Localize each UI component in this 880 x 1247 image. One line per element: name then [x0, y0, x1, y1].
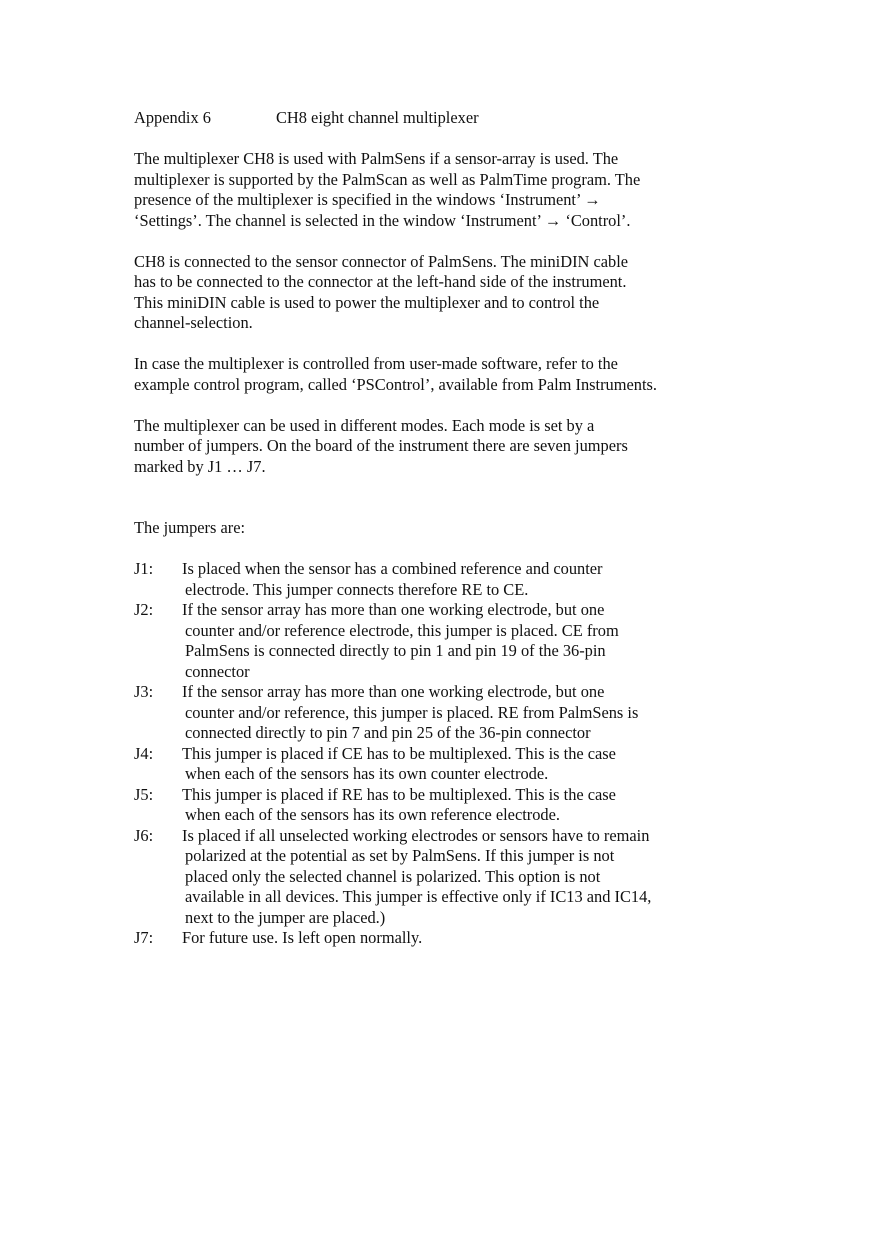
paragraph-line: number of jumpers. On the board of the instrument there are seven jumpers — [134, 436, 628, 455]
jumper-item — [134, 928, 734, 949]
jumpers-intro: The jumpers are: — [134, 518, 246, 537]
jumper-description-line: available in all devices. This jumper is effective only if IC13 and IC14, — [185, 887, 652, 906]
body-paragraphs — [134, 149, 734, 477]
paragraph-line: CH8 is connected to the sensor connector of PalmSens. The miniDIN cable — [134, 251, 629, 271]
jumper-item — [134, 785, 734, 826]
jumper-description-line: next to the jumper are placed.) — [185, 907, 386, 927]
paragraph-line: has to be connected to the connector at the left-hand side of the instrument. — [134, 272, 627, 291]
page-title: CH8 eight channel multiplexer — [276, 108, 479, 127]
jumper-description-line: Is placed when the sensor has a combined reference and counter — [182, 559, 603, 578]
jumper-description-line: This jumper is placed if CE has to be multiplexed. This is the case — [182, 743, 616, 763]
jumper-description-line: counter and/or reference, this jumper is placed. RE from PalmSens is — [185, 702, 639, 722]
paragraph — [134, 149, 734, 231]
jumper-item — [134, 826, 734, 929]
jumper-description-line: If the sensor array has more than one working electrode, but one — [182, 600, 605, 619]
jumper-item — [134, 559, 734, 600]
jumper-description-line: For future use. Is left open normally. — [182, 928, 423, 947]
jumper-description — [182, 559, 734, 600]
jumper-id: J3: — [134, 682, 154, 701]
jumper-description — [182, 682, 734, 744]
paragraph — [134, 252, 734, 334]
jumper-item — [134, 682, 734, 744]
jumper-description-line: when each of the sensors has its own reference electrode. — [185, 805, 560, 824]
jumper-list — [134, 559, 734, 949]
jumper-id: J6: — [134, 825, 154, 845]
jumper-item — [134, 600, 734, 682]
jumper-description-line: counter and/or reference electrode, this jumper is placed. CE from — [185, 620, 619, 640]
jumper-description-line: connected directly to pin 7 and pin 25 of the 36-pin connector — [185, 723, 591, 742]
jumper-description-line: Is placed if all unselected working electrodes or sensors have to remain — [182, 825, 650, 845]
document-page — [134, 108, 734, 949]
jumper-description-line: connector — [185, 661, 250, 681]
jumper-description-line: PalmSens is connected directly to pin 1 and pin 19 of the 36-pin — [185, 641, 606, 660]
jumper-id: J1: — [134, 559, 154, 578]
jumper-description-line: polarized at the potential as set by PalmSens. If this jumper is not — [185, 846, 615, 865]
paragraph-line: The multiplexer CH8 is used with PalmSens if a sensor-array is used. The — [134, 149, 619, 168]
jumper-description-line: If the sensor array has more than one working electrode, but one — [182, 682, 605, 701]
paragraph-line: presence of the multiplexer is specified in the windows ‘Instrument’ → — [134, 190, 601, 209]
paragraph-line: example control program, called ‘PSControl’, available from Palm Instruments. — [134, 374, 658, 394]
jumper-id: J7: — [134, 928, 154, 947]
paragraph-line: The multiplexer can be used in different modes. Each mode is set by a — [134, 415, 595, 435]
paragraph-line: In case the multiplexer is controlled from user-made software, refer to the — [134, 354, 618, 373]
jumper-description — [182, 928, 734, 949]
jumper-description — [182, 744, 734, 785]
paragraph-line: marked by J1 … J7. — [134, 456, 266, 476]
jumper-description-line: This jumper is placed if RE has to be multiplexed. This is the case — [182, 784, 616, 804]
jumper-description-line: placed only the selected channel is polarized. This option is not — [185, 866, 601, 886]
jumper-description — [182, 826, 734, 929]
paragraph-line: channel-selection. — [134, 313, 253, 332]
paragraph-line: multiplexer is supported by the PalmScan as well as PalmTime program. The — [134, 169, 641, 189]
jumper-item — [134, 744, 734, 785]
paragraph — [134, 416, 734, 478]
jumper-id: J2: — [134, 600, 154, 619]
paragraph-line: This miniDIN cable is used to power the multiplexer and to control the — [134, 292, 600, 312]
paragraph — [134, 354, 734, 395]
jumper-description — [182, 600, 734, 682]
jumper-description — [182, 785, 734, 826]
jumper-description-line: when each of the sensors has its own counter electrode. — [185, 764, 549, 783]
jumper-id: J4: — [134, 743, 154, 763]
jumper-description-line: electrode. This jumper connects therefore RE to CE. — [185, 579, 529, 599]
paragraph-line: ‘Settings’. The channel is selected in the window ‘Instrument’ → ‘Control’. — [134, 210, 631, 230]
jumper-id: J5: — [134, 784, 154, 804]
page-heading — [134, 108, 734, 129]
appendix-label: Appendix 6 — [134, 108, 211, 127]
